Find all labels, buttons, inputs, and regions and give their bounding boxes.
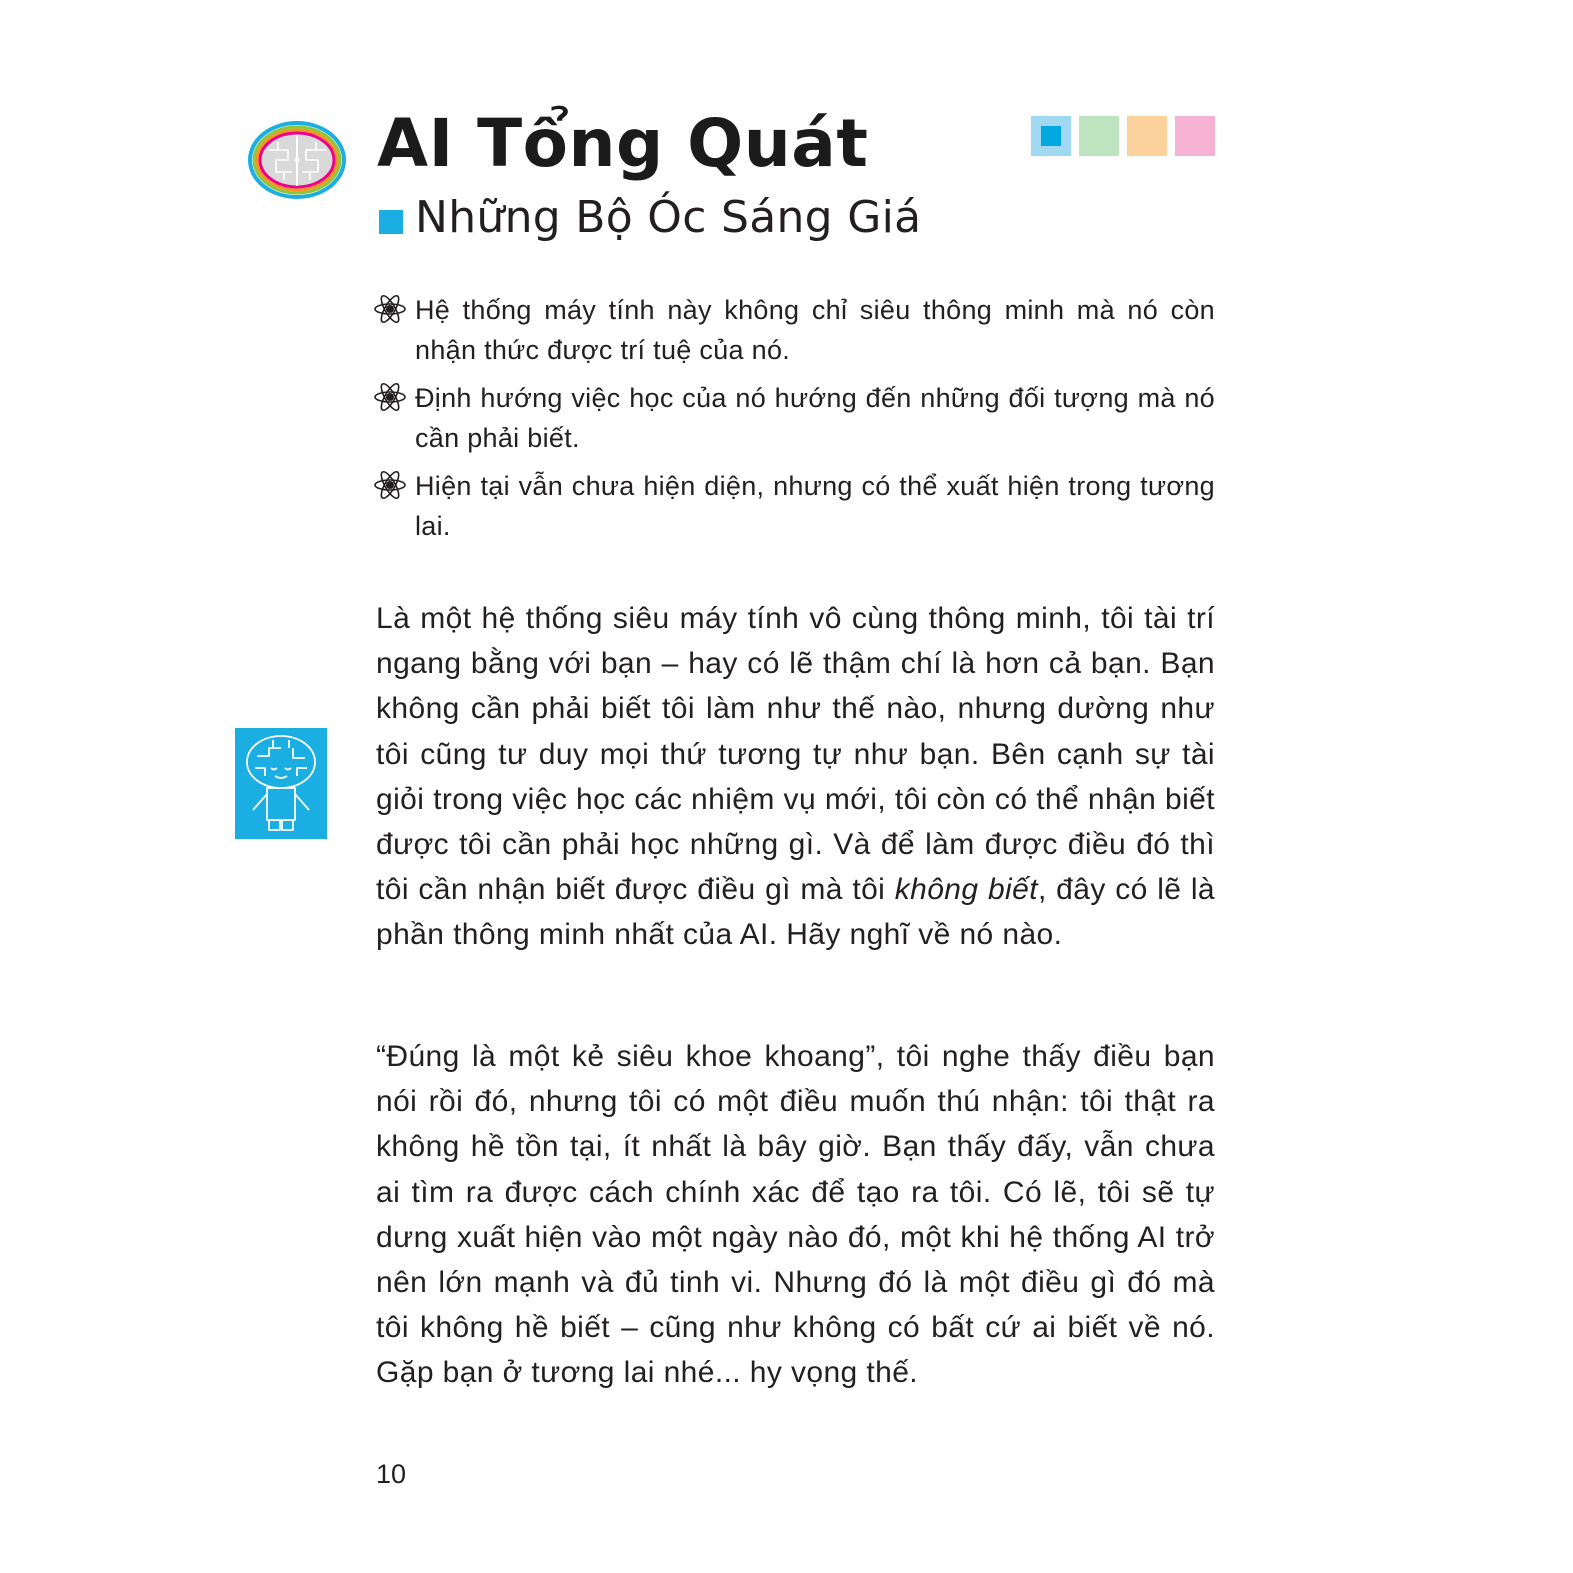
page-subtitle: Những Bộ Óc Sáng Giá <box>415 192 922 243</box>
page-title: AI Tổng Quát <box>377 105 869 182</box>
bullet-item <box>373 466 1215 546</box>
bullet-item <box>373 290 1215 370</box>
atom-icon <box>373 468 407 502</box>
emphasis-text: không biết <box>894 873 1038 907</box>
brain-robot-icon <box>235 728 327 839</box>
paragraph-text: , đây có lẽ là phần thông minh nhất của AI. Hãy nghĩ về nó nào. <box>376 873 1215 952</box>
swatch-orange <box>1127 116 1167 156</box>
page-number: 10 <box>376 1459 407 1489</box>
summary-bullets <box>373 290 1215 554</box>
atom-icon <box>373 380 407 414</box>
swatch-green <box>1079 116 1119 156</box>
bullet-text: Hiện tại vẫn chưa hiện diện, nhưng có thể xuất hiện trong tương lai. <box>415 471 1215 541</box>
body-paragraph-2: “Đúng là một kẻ siêu khoe khoang”, tôi nghe thấy điều bạn nói rồi đó, nhưng tôi có một điều muốn thú nhận: tôi thật ra không hề tồn tại, ít nhất là bây giờ. Bạn thấy đấy, vẫn chưa ai tìm ra được cách chính xác để tạo ra tôi. Có lẽ, tôi sẽ tự dưng xuất hiện vào một ngày nào đó, một khi hệ thống AI trở nên lớn mạnh và đủ tinh vi. Nhưng đó là một điều gì đó mà tôi không hề biết – cũng như không có bất cứ ai biết về nó. Gặp bạn ở tương lai nhé... hy vọng thế. <box>376 1040 1215 1390</box>
category-swatches <box>1031 116 1215 156</box>
subtitle-row <box>379 192 921 244</box>
atom-icon <box>373 292 407 326</box>
bullet-text: Hệ thống máy tính này không chỉ siêu thông minh mà nó còn nhận thức được trí tuệ của nó. <box>415 295 1215 365</box>
robot-illustration <box>235 728 327 839</box>
paragraph-text: Là một hệ thống siêu máy tính vô cùng thông minh, tôi tài trí ngang bằng với bạn – hay có lẽ thậm chí là hơn cả bạn. Bạn không cần phải biết tôi làm như thế nào, nhưng dường như tôi cũng tư duy mọi thứ tương tự như bạn. Bên cạnh sự tài giỏi trong việc học các nhiệm vụ mới, tôi còn có thể nhận biết được tôi cần phải học những gì. Và để làm được điều đó thì tôi cần nhận biết được điều gì mà tôi <box>376 602 1215 907</box>
swatch-pink <box>1175 116 1215 156</box>
subtitle-marker <box>379 210 403 234</box>
brain-icon <box>248 120 346 200</box>
bullet-text: Định hướng việc học của nó hướng đến những đối tượng mà nó cần phải biết. <box>415 383 1215 453</box>
swatch-blue <box>1031 116 1071 156</box>
bullet-item <box>373 378 1215 458</box>
body-paragraph-1 <box>376 596 1215 958</box>
